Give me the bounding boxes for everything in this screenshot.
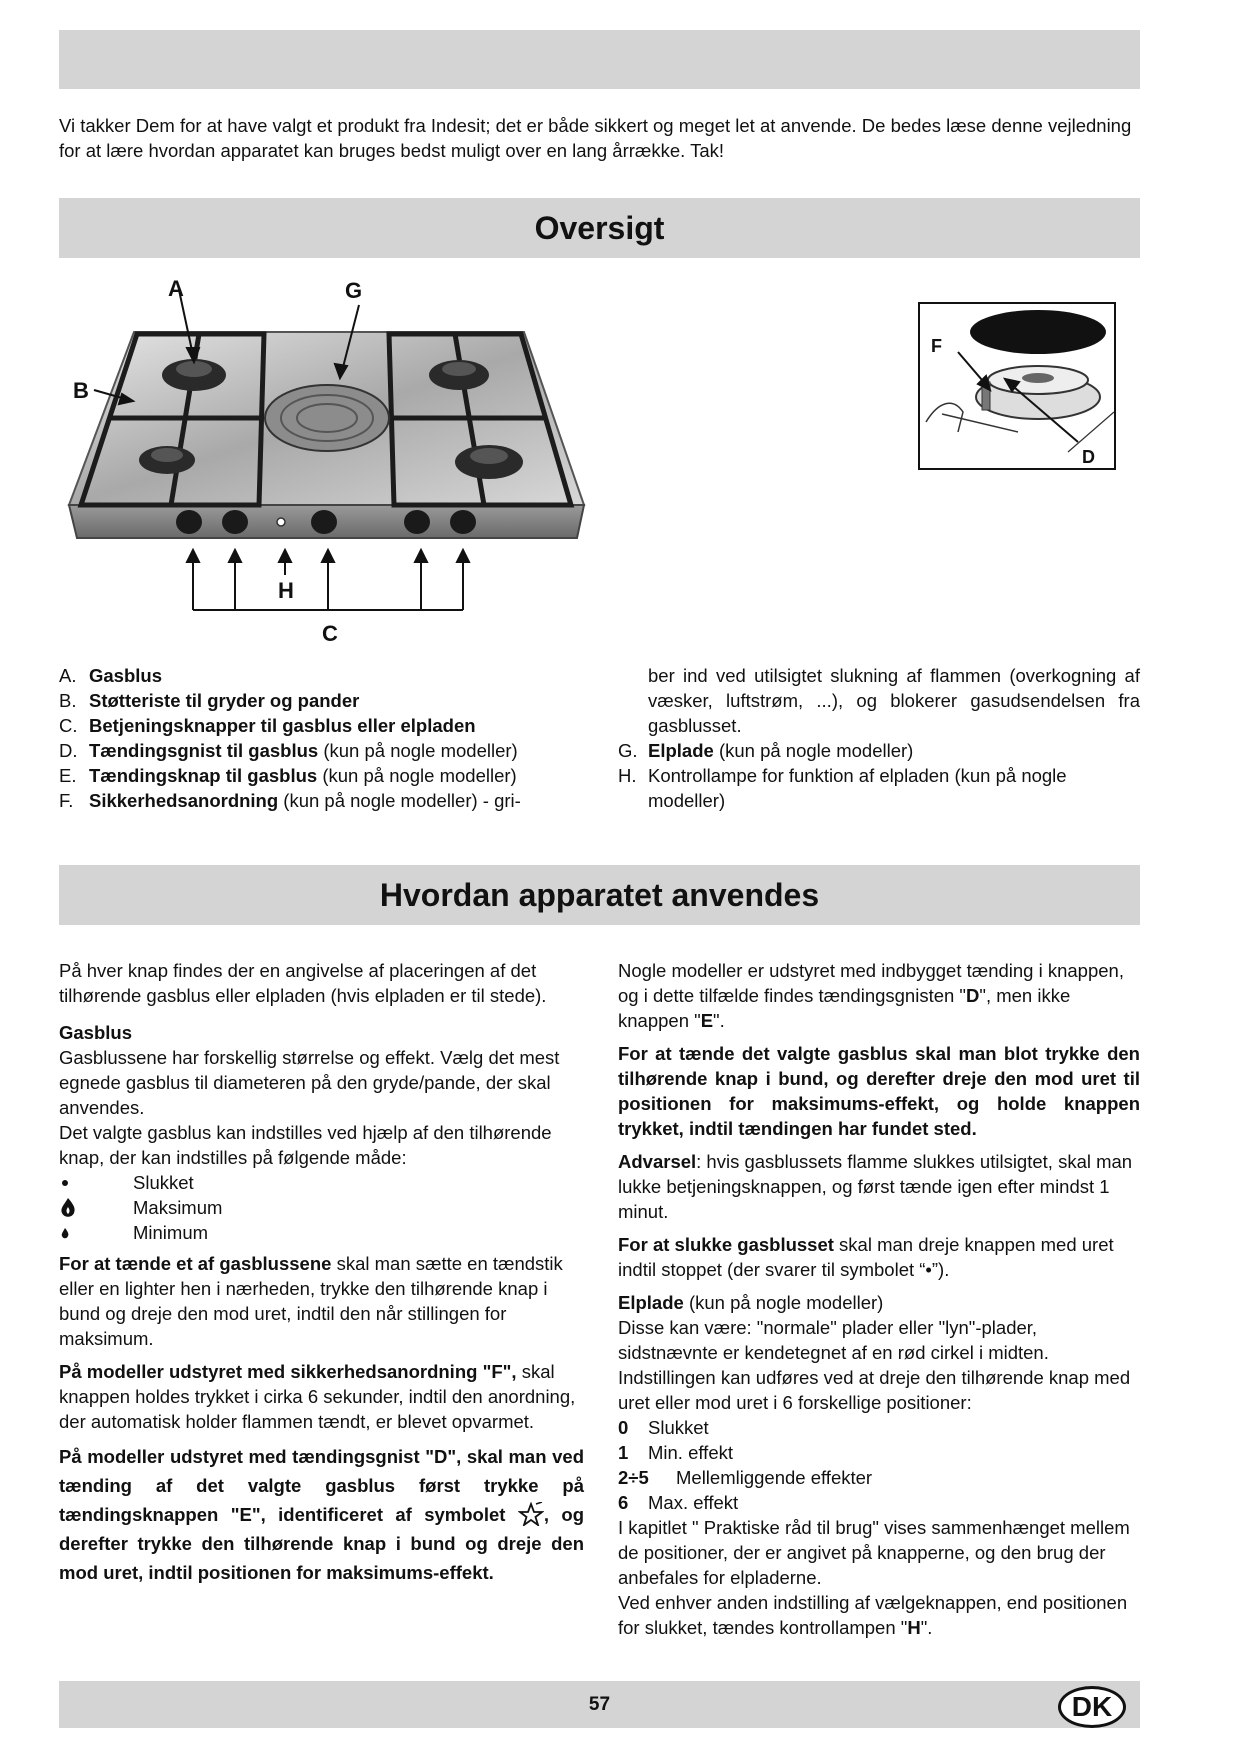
spark-text-a: På modeller udstyret med tændingsgnist "D", skal man ved tænding af det valgte gasblus først trykke på tændingsknappen "E", identificeret af symbolet: [59, 1446, 584, 1525]
lamp-h: H: [907, 1617, 921, 1638]
builtin-text-a: Nogle modeller er udstyret med indbygget tænding i knappen, og i dette tilfælde findes tændingsgnisten ": [618, 960, 1124, 1006]
spark-paragraph: [59, 1442, 584, 1587]
legend-text: [89, 763, 517, 788]
warning-paragraph: [618, 1149, 1140, 1224]
position-label: Min. effekt: [648, 1442, 734, 1463]
legend-right: [618, 663, 1140, 813]
symbol-label-min: Minimum: [133, 1222, 209, 1243]
position-number: 0: [618, 1417, 629, 1438]
legend-text: [89, 738, 518, 763]
legend-item: [59, 663, 579, 688]
ignite-selected-paragraph: For at tænde det valgte gasblus skal man blot trykke den tilhørende knap i bund, og derefter dreje den mod uret til positionen for maksimums-effekt, og holde knappen trykket, indtil tændingen har fundet sted.: [618, 1043, 1140, 1139]
legend-item: [59, 788, 579, 813]
ignite-paragraph: [59, 1251, 584, 1351]
legend-bold: Tændingsknap til gasblus: [89, 765, 318, 786]
figure-label-f: F: [931, 336, 942, 356]
ignite-rest: skal man sætte en tændstik eller en lighter hen i nærheden, trykke den tilhørende knap i bund og dreje den mod uret, indtil den når stillingen for maksimum.: [59, 1253, 563, 1349]
legend-key: C.: [59, 715, 78, 736]
legend-bold: Støtteriste til gryder og pander: [89, 690, 360, 711]
legend-rest: (kun på nogle modeller) - gri-: [278, 790, 521, 811]
builtin-e: E: [700, 1010, 714, 1031]
section-header-overview: [59, 198, 1140, 258]
symbol-row-off: [59, 1170, 584, 1195]
elplade-bold: Elplade: [618, 1292, 684, 1313]
builtin-d: D: [966, 985, 980, 1006]
position-label: Mellemliggende effekter: [676, 1467, 873, 1488]
symbol-label-max: Maksimum: [133, 1197, 223, 1218]
legend-key: E.: [59, 765, 77, 786]
legend-rest: Kontrollampe for funktion af elpladen (kun på nogle modeller): [648, 765, 1067, 811]
builtin-text-c: ".: [713, 1010, 725, 1031]
legend-key: F.: [59, 790, 74, 811]
ignite-bold: For at tænde et af gasblussene: [59, 1253, 332, 1274]
legend-rest: (kun på nogle modeller): [318, 740, 518, 761]
legend-text: [648, 763, 1140, 813]
legend-left: [59, 663, 579, 813]
safety-rest: skal knappen holdes trykket i cirka 6 sekunder, indtil den anordning, der automatisk holder flammen tændt, er blevet opvarmet.: [59, 1361, 576, 1432]
legend-key: B.: [59, 690, 77, 711]
legend-bold: Elplade: [648, 740, 714, 761]
elplade-heading: [618, 1290, 1140, 1315]
gasblus-heading: Gasblus: [59, 1022, 132, 1043]
lamp-text-a: Ved enhver anden indstilling af vælgeknappen, end positionen for slukket, tændes kontrollampen ": [618, 1592, 1128, 1638]
indicator-lamp: [277, 518, 285, 526]
burner-detail-inset: [918, 302, 1116, 470]
plate-types-paragraph: Disse kan være: "normale" plader eller "lyn"-plader, sidstnævnte er kendetegnet af en rød cirkel i midten.: [618, 1317, 1049, 1363]
legend-item: [618, 763, 1140, 813]
legend-text: [89, 688, 359, 713]
burner-cap: [970, 310, 1106, 354]
legend-text: [648, 738, 913, 763]
section-title-usage: Hvordan apparatet anvendes: [379, 876, 820, 913]
legend-key: H.: [618, 765, 637, 786]
turn-off-bold: For at slukke gasblusset: [618, 1234, 834, 1255]
turn-off-paragraph: [618, 1232, 1140, 1282]
burner-rear-right: [429, 360, 489, 390]
symbol-row-max: [59, 1195, 584, 1220]
section-header-usage: [59, 865, 1140, 925]
position-label: Max. effekt: [648, 1492, 739, 1513]
position-label: Slukket: [648, 1417, 709, 1438]
dot-icon: [59, 1177, 133, 1189]
language-badge: DK: [1058, 1686, 1126, 1728]
symbol-row-min: [59, 1220, 584, 1245]
legend-key: G.: [618, 740, 638, 761]
large-flame-icon: [59, 1197, 133, 1219]
burner-front-right: [455, 445, 523, 479]
usage-right-column: [618, 958, 1140, 1640]
legend-list: [59, 663, 579, 813]
figure-label-g: G: [345, 278, 363, 303]
position-number: 2÷5: [618, 1467, 649, 1488]
position-row: [618, 1415, 1140, 1440]
figure-label-c: C: [322, 621, 338, 646]
warning-bold: Advarsel: [618, 1151, 697, 1172]
top-banner: [59, 30, 1140, 89]
position-row: [618, 1490, 1140, 1515]
section-title-overview: Oversigt: [534, 209, 665, 246]
builtin-ignition-paragraph: [618, 958, 1140, 1033]
knob-indication-paragraph: På hver knap findes der en angivelse af placeringen af det tilhørende gasblus eller elpladen (hvis elpladen er til stede).: [59, 960, 547, 1006]
legend-key: A.: [59, 665, 77, 686]
plate-settings-paragraph: Indstillingen kan udføres ved at dreje den tilhørende knap med uret eller mod uret i 6 forskellige positioner:: [618, 1367, 1131, 1413]
page-number: 57: [588, 1693, 611, 1715]
indicator-lamp-paragraph: [618, 1590, 1140, 1640]
legend-key: D.: [59, 740, 78, 761]
legend-bold: Gasblus: [89, 665, 162, 686]
symbol-label-off: Slukket: [133, 1172, 194, 1193]
figure-label-a: A: [168, 276, 184, 301]
legend-text: [89, 788, 521, 813]
legend-item: [59, 688, 579, 713]
lamp-text-b: ".: [920, 1617, 933, 1638]
usage-left-column: [59, 958, 584, 1593]
builtin-text-b: ", men ikke knappen ": [618, 985, 1071, 1031]
legend-f-continued: ber ind ved utilsigtet slukning af flammen (overkogning af væsker, luftstrøm, ...), og blokerer gasudsendelsen fra gasblusset.: [648, 665, 1140, 736]
legend-item: [618, 738, 1140, 763]
gasblus-adjust-paragraph: Det valgte gasblus kan indstilles ved hjælp af den tilhørende knap, der kan indstilles på følgende måde:: [59, 1122, 552, 1168]
gasblus-size-paragraph: Gasblussene har forskellig størrelse og effekt. Vælg det mest egnede gasblus til diameteren på den gryde/pande, der skal anvendes.: [59, 1047, 560, 1118]
figure-label-b: B: [73, 378, 89, 403]
hob-illustration: [59, 270, 619, 640]
practical-advice-paragraph: I kapitlet " Praktiske råd til brug" vises sammenhænget mellem de positioner, der er angivet på knapperne, og den brug der anbefales for elpladerne.: [618, 1517, 1130, 1588]
spark-star-icon: [518, 1502, 544, 1526]
warning-rest: : hvis gasblussets flamme slukkes utilsigtet, skal man lukke betjeningsknappen, og først tænde igen efter mindst 1 minut.: [618, 1151, 1133, 1222]
turn-off-rest: skal man dreje knappen med uret indtil stoppet (der svarer til symbolet “•”).: [618, 1234, 1114, 1280]
footer-bar: [59, 1681, 1140, 1728]
small-flame-icon: [59, 1226, 133, 1240]
legend-bold: Betjeningsknapper til gasblus eller elpladen: [89, 715, 476, 736]
electric-plate: [265, 385, 389, 451]
legend-item: [59, 763, 579, 788]
legend-text: [89, 713, 476, 738]
legend-rest: (kun på nogle modeller): [317, 765, 517, 786]
legend-rest: (kun på nogle modeller): [713, 740, 914, 761]
spark-text-b: , og derefter trykke den tilhørende knap i bund og dreje den mod uret, indtil positionen for maksimums-effekt.: [59, 1504, 584, 1583]
figure-label-h: H: [278, 578, 294, 603]
burner-front-left: [139, 446, 195, 474]
figure-label-d: D: [1082, 447, 1095, 467]
position-row: [618, 1465, 1140, 1490]
legend-text: [89, 663, 162, 688]
position-row: [618, 1440, 1140, 1465]
safety-device-paragraph: [59, 1359, 584, 1434]
legend-list-right: [618, 738, 1140, 813]
intro-text: Vi takker Dem for at have valgt et produkt fra Indesit; det er både sikkert og meget let at anvende. De bedes læse denne vejledning for at lære hvordan apparatet kan bruges bedst muligt over en lang årrække. Tak!: [59, 115, 1132, 161]
legend-item: [59, 713, 579, 738]
legend-item: [59, 738, 579, 763]
elplade-rest: (kun på nogle modeller): [683, 1292, 884, 1313]
position-number: 1: [618, 1442, 629, 1463]
legend-bold: Sikkerhedsanordning: [89, 790, 279, 811]
safety-bold: På modeller udstyret med sikkerhedsanordning "F",: [59, 1361, 517, 1382]
legend-bold: Tændingsgnist til gasblus: [89, 740, 319, 761]
position-number: 6: [618, 1492, 629, 1513]
